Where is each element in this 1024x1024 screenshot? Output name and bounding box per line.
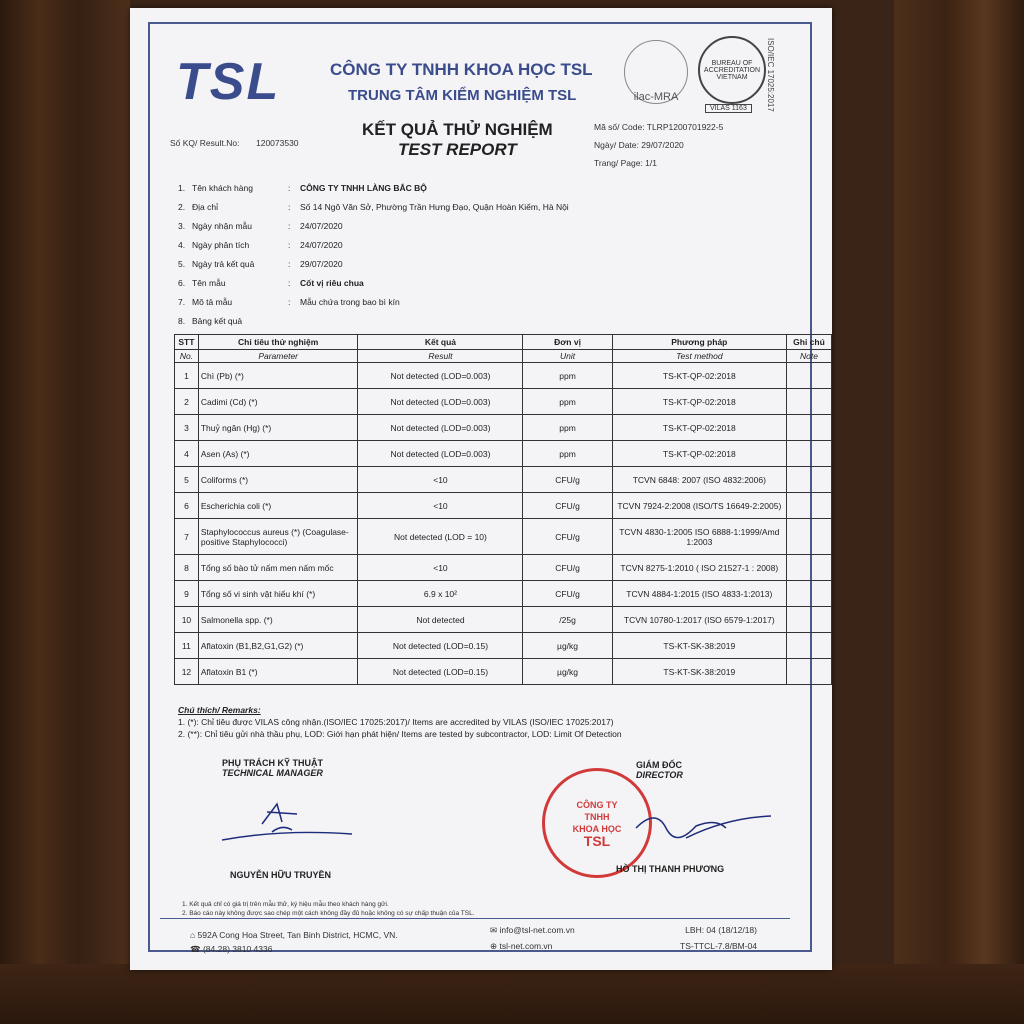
info-c: :	[288, 201, 291, 212]
report-date: Ngày/ Date: 29/07/2020	[594, 140, 684, 150]
info-n: 8.	[178, 315, 186, 326]
center-name: TRUNG TÂM KIỂM NGHIỆM TSL	[348, 87, 577, 104]
info-n: 4.	[178, 239, 186, 250]
cell-method: TS-KT-SK-38:2019	[612, 633, 786, 659]
subheader-cell: Test method	[612, 350, 786, 363]
cell-note	[786, 441, 831, 467]
remarks	[178, 704, 622, 740]
remarks-title: Chú thích/ Remarks:	[178, 705, 261, 715]
info-row	[178, 235, 569, 254]
table-row	[175, 659, 832, 685]
vilas-number: VILAS 1163	[705, 104, 752, 113]
table-row	[175, 415, 832, 441]
stamp-line-1: CÔNG TY	[576, 800, 618, 810]
tech-manager-signature	[222, 784, 362, 844]
header-cell: Phương pháp	[612, 335, 786, 350]
cell-method: TCVN 6848: 2007 (ISO 4832:2006)	[612, 467, 786, 493]
table-row	[175, 581, 832, 607]
info-k: Ngày trả kết quả	[192, 258, 255, 269]
cell-result: Not detected (LOD = 10)	[358, 519, 523, 555]
info-row	[178, 292, 569, 311]
wooden-table-bottom	[0, 964, 1024, 1024]
cell-param: Salmonella spp. (*)	[198, 607, 358, 633]
report-title	[362, 120, 553, 160]
cell-no: 12	[175, 659, 199, 685]
table-row	[175, 363, 832, 389]
info-n: 2.	[178, 201, 186, 212]
cell-method: TCVN 4830-1:2005 ISO 6888-1:1999/Amd 1:2003	[612, 519, 786, 555]
info-v: CÔNG TY TNHH LÀNG BẮC BỘ	[300, 182, 427, 193]
director-title-en: DIRECTOR	[636, 770, 683, 780]
cell-param: Aflatoxin B1 (*)	[198, 659, 358, 685]
cell-note	[786, 607, 831, 633]
info-row	[178, 273, 569, 292]
stamp-line-3: KHOA HỌC	[572, 824, 622, 834]
iso-standard: ISO/IEC 17025:2017	[766, 38, 775, 112]
info-v: 24/07/2020	[300, 239, 343, 250]
boa-accreditation-seal: BUREAU OF ACCREDITATION VIETNAM	[698, 36, 766, 104]
footer-lbh: LBH: 04 (18/12/18)	[685, 925, 757, 935]
cell-result: Not detected (LOD=0.003)	[358, 389, 523, 415]
info-k: Tên khách hàng	[192, 182, 253, 193]
info-n: 3.	[178, 220, 186, 231]
header-cell: Ghi chú	[786, 335, 831, 350]
cell-method: TS-KT-SK-38:2019	[612, 659, 786, 685]
cell-unit: ppm	[523, 441, 612, 467]
table-subheader-row	[175, 350, 832, 363]
table-row	[175, 519, 832, 555]
director-block	[636, 760, 683, 780]
table-row	[175, 555, 832, 581]
info-n: 5.	[178, 258, 186, 269]
cell-result: Not detected	[358, 607, 523, 633]
report-code: Mã số/ Code: TLRP1200701922-5	[594, 122, 724, 132]
footnote-2: 2. Báo cáo này không được sao chép một cách không đầy đủ hoặc không có sự chấp thuận của TSL.	[182, 910, 475, 917]
cell-result: Not detected (LOD=0.003)	[358, 441, 523, 467]
footnote-1: 1. Kết quả chỉ có giá trị trên mẫu thử, ký hiệu mẫu theo khách hàng gửi.	[182, 901, 389, 908]
cell-no: 1	[175, 363, 199, 389]
tech-manager-title-vi: PHỤ TRÁCH KỸ THUẬT	[222, 758, 323, 768]
cell-param: Staphylococcus aureus (*) (Coagulase-positive Staphylococci)	[198, 519, 358, 555]
info-row	[178, 311, 569, 330]
info-row	[178, 197, 569, 216]
subheader-cell: Result	[358, 350, 523, 363]
cell-param: Escherichia coli (*)	[198, 493, 358, 519]
table-row	[175, 467, 832, 493]
cell-no: 9	[175, 581, 199, 607]
subheader-cell: No.	[175, 350, 199, 363]
test-report-sheet	[130, 8, 832, 970]
footer-address: 592A Cong Hoa Street, Tan Binh District, HCMC, VN.	[197, 930, 398, 940]
cell-param: Tổng số bào tử nấm men nấm mốc	[198, 555, 358, 581]
report-title-en: TEST REPORT	[398, 140, 517, 159]
report-page: Trang/ Page: 1/1	[594, 158, 658, 168]
header-cell: Kết quả	[358, 335, 523, 350]
cell-no: 10	[175, 607, 199, 633]
cell-unit: µg/kg	[523, 633, 612, 659]
cell-result: <10	[358, 493, 523, 519]
cell-unit: µg/kg	[523, 659, 612, 685]
cell-param: Cadimi (Cd) (*)	[198, 389, 358, 415]
remark-1: 1. (*): Chỉ tiêu được VILAS công nhận.(ISO/IEC 17025:2017)/ Items are accredited by VILAS (ISO/IEC 17025:2017)	[178, 717, 614, 727]
info-k: Ngày nhận mẫu	[192, 220, 253, 231]
director-signature	[626, 798, 776, 848]
cell-no: 2	[175, 389, 199, 415]
info-k: Mô tả mẫu	[192, 296, 233, 307]
remark-2: 2. (**): Chỉ tiêu gửi nhà thầu phụ, LOD: Giới hạn phát hiện/ Items are tested by subcontractor, LOD: Limit Of Detection	[178, 729, 622, 739]
info-c: :	[288, 296, 291, 307]
cell-no: 6	[175, 493, 199, 519]
info-c: :	[288, 182, 291, 193]
cell-param: Thuỷ ngân (Hg) (*)	[198, 415, 358, 441]
footer-address-block	[190, 928, 398, 956]
table-row	[175, 493, 832, 519]
footer-divider	[160, 918, 790, 919]
header-cell: Đơn vị	[523, 335, 612, 350]
result-no: 120073530	[255, 138, 299, 148]
footer-web: tsl-net.com.vn	[499, 941, 553, 951]
email-icon: ✉	[490, 925, 498, 935]
info-c: :	[288, 258, 291, 269]
cell-no: 7	[175, 519, 199, 555]
cell-note	[786, 659, 831, 685]
sample-info-list	[178, 178, 569, 330]
cell-method: TCVN 10780-1:2017 (ISO 6579-1:2017)	[612, 607, 786, 633]
cell-note	[786, 363, 831, 389]
cell-result: Not detected (LOD=0.003)	[358, 363, 523, 389]
cell-result: 6.9 x 10²	[358, 581, 523, 607]
cell-param: Tổng số vi sinh vật hiếu khí (*)	[198, 581, 358, 607]
footer-form-code: TS-TTCL-7.8/BM-04	[680, 941, 757, 951]
subheader-cell: Note	[786, 350, 831, 363]
table-row	[175, 633, 832, 659]
info-v: 24/07/2020	[300, 220, 343, 231]
cell-method: TS-KT-QP-02:2018	[612, 363, 786, 389]
company-name: CÔNG TY TNHH KHOA HỌC TSL	[330, 60, 593, 79]
cell-method: TS-KT-QP-02:2018	[612, 389, 786, 415]
cell-result: Not detected (LOD=0.15)	[358, 633, 523, 659]
table-row	[175, 607, 832, 633]
footer-phone: (84.28) 3810 4336	[202, 944, 273, 954]
cell-param: Chì (Pb) (*)	[198, 363, 358, 389]
info-c: :	[288, 277, 291, 288]
footer-form-block	[680, 922, 757, 954]
result-number-row	[170, 138, 299, 148]
info-n: 1.	[178, 182, 186, 193]
cell-note	[786, 389, 831, 415]
web-icon: ⊕	[490, 941, 498, 951]
report-meta	[594, 118, 723, 172]
tsl-logo: TSL	[176, 53, 281, 111]
director-name: HỒ THỊ THANH PHƯƠNG	[616, 864, 725, 874]
tech-manager-title-en: TECHNICAL MANAGER	[222, 768, 323, 778]
cell-unit: ppm	[523, 389, 612, 415]
cell-unit: /25g	[523, 607, 612, 633]
cell-result: Not detected (LOD=0.15)	[358, 659, 523, 685]
cell-note	[786, 493, 831, 519]
cell-result: <10	[358, 467, 523, 493]
footer-email: info@tsl-net.com.vn	[499, 925, 575, 935]
cell-unit: ppm	[523, 363, 612, 389]
stamp-line-2: TNHH	[584, 812, 610, 822]
info-k: Bảng kết quả	[192, 315, 243, 326]
info-k: Ngày phân tích	[192, 239, 250, 250]
cell-note	[786, 467, 831, 493]
cell-unit: ppm	[523, 415, 612, 441]
cell-method: TCVN 8275-1:2010 ( ISO 21527-1 : 2008)	[612, 555, 786, 581]
info-n: 6.	[178, 277, 186, 288]
cell-no: 3	[175, 415, 199, 441]
cell-unit: CFU/g	[523, 519, 612, 555]
info-row	[178, 254, 569, 273]
cell-no: 5	[175, 467, 199, 493]
cell-note	[786, 555, 831, 581]
cell-no: 11	[175, 633, 199, 659]
info-v: Cốt vị riêu chua	[300, 277, 364, 288]
info-row	[178, 178, 569, 197]
cell-result: <10	[358, 555, 523, 581]
cell-note	[786, 519, 831, 555]
header-cell: STT	[175, 335, 199, 350]
info-k: Địa chỉ	[192, 201, 218, 212]
header-cell: Chỉ tiêu thử nghiệm	[198, 335, 358, 350]
info-c: :	[288, 239, 291, 250]
cell-unit: CFU/g	[523, 467, 612, 493]
cell-param: Coliforms (*)	[198, 467, 358, 493]
table-row	[175, 389, 832, 415]
phone-icon: ☎	[190, 944, 201, 954]
director-title-vi: GIÁM ĐỐC	[636, 760, 682, 770]
cell-method: TCVN 4884-1:2015 (ISO 4833-1:2013)	[612, 581, 786, 607]
location-icon: ⌂	[190, 930, 196, 940]
info-row	[178, 216, 569, 235]
cell-note	[786, 415, 831, 441]
tech-manager-name: NGUYỄN HỮU TRUYỀN	[230, 870, 331, 880]
footnotes	[182, 900, 475, 918]
info-k: Tên mẫu	[192, 277, 226, 288]
subheader-cell: Unit	[523, 350, 612, 363]
results-table	[174, 334, 832, 685]
subheader-cell: Parameter	[198, 350, 358, 363]
footer-contact-block	[490, 922, 575, 954]
table-header-row	[175, 335, 832, 350]
report-title-vi: KẾT QUẢ THỬ NGHIỆM	[362, 120, 553, 139]
stamp-line-4: TSL	[583, 833, 611, 849]
cell-note	[786, 633, 831, 659]
cell-note	[786, 581, 831, 607]
cell-unit: CFU/g	[523, 581, 612, 607]
cell-result: Not detected (LOD=0.003)	[358, 415, 523, 441]
cell-no: 8	[175, 555, 199, 581]
wooden-table-right	[894, 0, 1024, 1024]
wooden-table-left	[0, 0, 130, 1024]
cell-param: Aflatoxin (B1,B2,G1,G2) (*)	[198, 633, 358, 659]
technical-manager-block	[222, 758, 362, 846]
info-v: Mẫu chứa trong bao bì kín	[300, 296, 400, 307]
info-c: :	[288, 220, 291, 231]
cell-no: 4	[175, 441, 199, 467]
cell-unit: CFU/g	[523, 555, 612, 581]
cell-method: TCVN 7924-2:2008 (ISO/TS 16649-2:2005)	[612, 493, 786, 519]
info-v: 29/07/2020	[300, 258, 343, 269]
ilac-mra-logo: ilac-MRA	[624, 40, 688, 104]
table-row	[175, 441, 832, 467]
cell-param: Asen (As) (*)	[198, 441, 358, 467]
result-label: Số KQ/ Result.No:	[170, 138, 240, 148]
cell-unit: CFU/g	[523, 493, 612, 519]
info-n: 7.	[178, 296, 186, 307]
info-v: Số 14 Ngô Văn Sở, Phường Trần Hưng Đạo, Quận Hoàn Kiếm, Hà Nội	[300, 201, 569, 212]
cell-method: TS-KT-QP-02:2018	[612, 441, 786, 467]
cell-method: TS-KT-QP-02:2018	[612, 415, 786, 441]
